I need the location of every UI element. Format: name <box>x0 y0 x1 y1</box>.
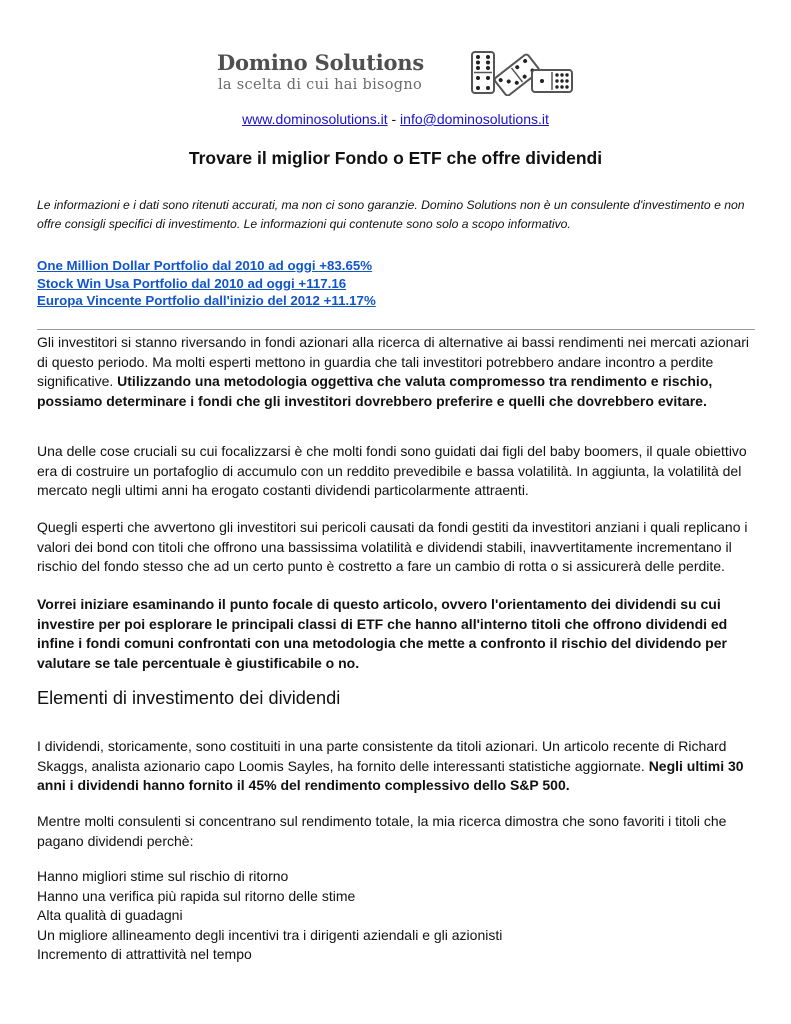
focus-paragraph <box>37 595 759 673</box>
page-title: Trovare il miglior Fondo o ETF che offre dividendi <box>188 148 603 168</box>
contact-line <box>0 111 791 127</box>
baby-boomers-paragraph: Una delle cose cruciali su cui focalizzarsi è che molti fondi sono guidati dai figli del baby boomers, il quale obiettivo era di costruire un portafoglio di accumulo con un reddito prevedibile e bassa volatilità. In aggiunta, la volatilità del mercato negli ultimi anni ha erogato costanti dividendi particolarmente attraenti. <box>37 443 747 498</box>
section-heading: Elementi di investimento dei dividendi <box>37 688 341 708</box>
dividends-text: I dividendi, storicamente, sono costituiti in una parte consistente da titoli azionari. Un articolo recente di Richard Skaggs, analista azionario capo Loomis Sayles, ha fornito delle interessanti statistiche aggiornate. <box>37 738 727 774</box>
dividends-bold-text: Negli ultimi 30 anni i dividendi hanno fornito il 45% del rendimento complessivo dello S&P 500. <box>37 757 744 793</box>
brand-tagline: la scelta di cui hai bisogno <box>218 77 423 93</box>
experts-paragraph: Quegli esperti che avvertono gli investitori sui pericoli causati da fondi gestiti da investitori anziani i quali replicano i valori dei bond con titoli che offrono una bassissima volatilità e dividendi stabili, inavvertitamente incrementano il rischio del fondo stesso che ad un certo punto è costretto a fare un cambio di rotta o si assicurerà delle perdite. <box>37 519 748 574</box>
email-link[interactable]: info@dominosolutions.it <box>400 111 549 127</box>
portfolio-links <box>37 257 637 310</box>
portfolio-link-stock-win-usa[interactable]: Stock Win Usa Portfolio dal 2010 ad oggi +117.16 <box>37 275 347 291</box>
disclaimer: Le informazioni e i dati sono ritenuti accurati, ma non ci sono garanzie. Domino Solutions non è un consulente d'investimento e non offre consigli specifici di investimento. Le informazioni qui contenute sono solo a scopo informativo. <box>37 198 745 231</box>
focus-bold-text: Vorrei iniziare esaminando il punto focale di questo articolo, ovvero l'orientamento dei dividendi su cui investire per poi esplorare le principali classi di ETF che hanno all'interno titoli che offrono dividendi ed infine i fondi comuni confrontati con una metodologia che mette a confronto il rischio del dividendo per valutare se tale percentuale è giustificabile o no. <box>37 596 728 671</box>
list-item: Hanno una verifica più rapida sul ritorno delle stime <box>37 887 356 904</box>
portfolio-link-europa-vincente[interactable]: Europa Vincente Portfolio dall'inizio del 2012 +11.17% <box>37 293 376 308</box>
brand-header <box>217 50 577 98</box>
dividends-paragraph <box>37 737 759 796</box>
contact-separator: - <box>387 111 401 127</box>
intro-bold-text: Utilizzando una metodologia oggettiva che valuta compromesso tra rendimento e rischio, possiamo determinare i fondi che gli investitori dovrebbero preferire e quelli che dovrebbero evitare. <box>37 373 713 409</box>
benefits-list <box>37 867 502 965</box>
list-item: Hanno migliori stime sul rischio di ritorno <box>37 868 289 884</box>
brand-name: Domino Solutions <box>217 50 424 75</box>
intro-paragraph <box>37 333 759 411</box>
divider <box>37 329 755 330</box>
portfolio-link-one-million[interactable]: One Million Dollar Portfolio dal 2010 ad oggi +83.65% <box>37 258 373 273</box>
domino-tiles-icon <box>470 50 574 96</box>
list-item: Alta qualità di guadagni <box>37 907 183 923</box>
consultants-paragraph: Mentre molti consulenti si concentrano sul rendimento totale, la mia ricerca dimostra che sono favoriti i titoli che pagano dividendi perchè: <box>37 813 727 849</box>
list-item: Un migliore allineamento degli incentivi tra i dirigenti aziendali e gli azionisti <box>37 926 503 943</box>
list-item: Incremento di attrattività nel tempo <box>37 946 252 962</box>
intro-text: Gli investitori si stanno riversando in fondi azionari alla ricerca di alternative ai bassi rendimenti nei mercati azionari di questo periodo. Ma molti esperti mettono in guardia che tali investitori potrebbero andare incontro a perdite significative. <box>37 334 749 389</box>
website-link[interactable]: www.dominosolutions.it <box>242 111 388 127</box>
